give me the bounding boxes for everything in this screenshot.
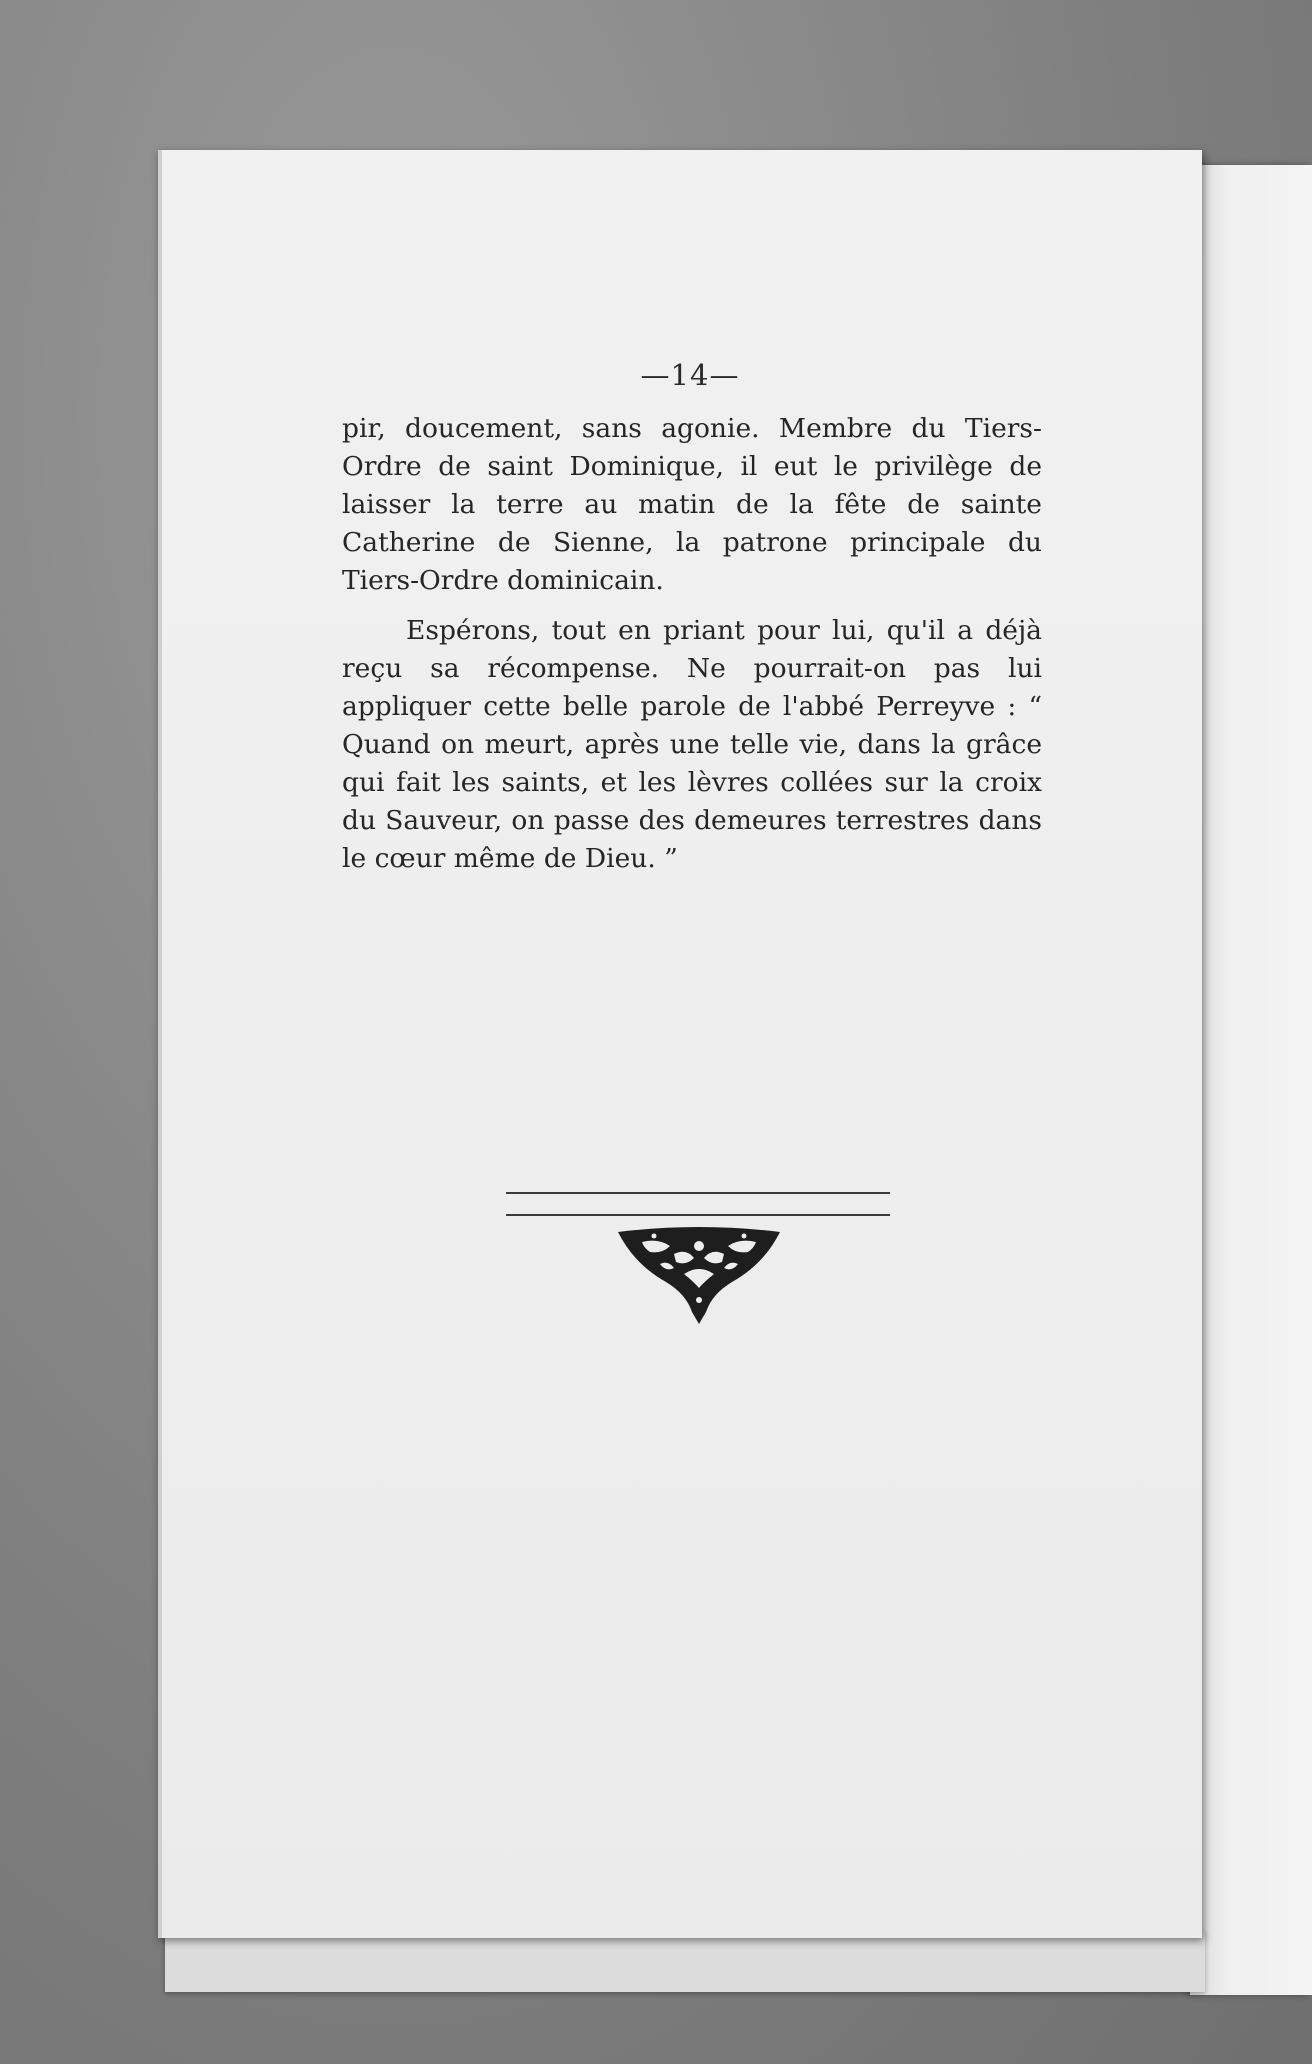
adjacent-page-edge	[1190, 165, 1312, 1995]
fleuron-tailpiece-icon	[614, 1224, 784, 1326]
divider-rule-bottom	[506, 1214, 890, 1216]
paragraph-1: pir, doucement, sans agonie. Membre du Tiers-Ordre de saint Dominique, il eut le privilège de laisser la terre au matin de la fête de sainte Catherine de Sienne, la patrone principale du Tiers-Ordre dominicain.	[342, 413, 1042, 596]
book-page	[158, 150, 1202, 1938]
paragraph-2: Espérons, tout en priant pour lui, qu'il a déjà reçu sa récompense. Ne pourrait-on pas lui appliquer cette belle parole de l'abbé Perreyve : “ Quand on meurt, après une telle vie, dans la grâce qui fait les saints, et les lèvres collées sur la croix du Sauveur, on passe des demeures terrestres dans le cœur même de Dieu. ”	[342, 615, 1042, 874]
page-number: —14—	[640, 358, 740, 392]
body-text	[342, 410, 1042, 878]
page-bottom-edge	[165, 1930, 1205, 1992]
divider-rule-top	[506, 1192, 890, 1194]
